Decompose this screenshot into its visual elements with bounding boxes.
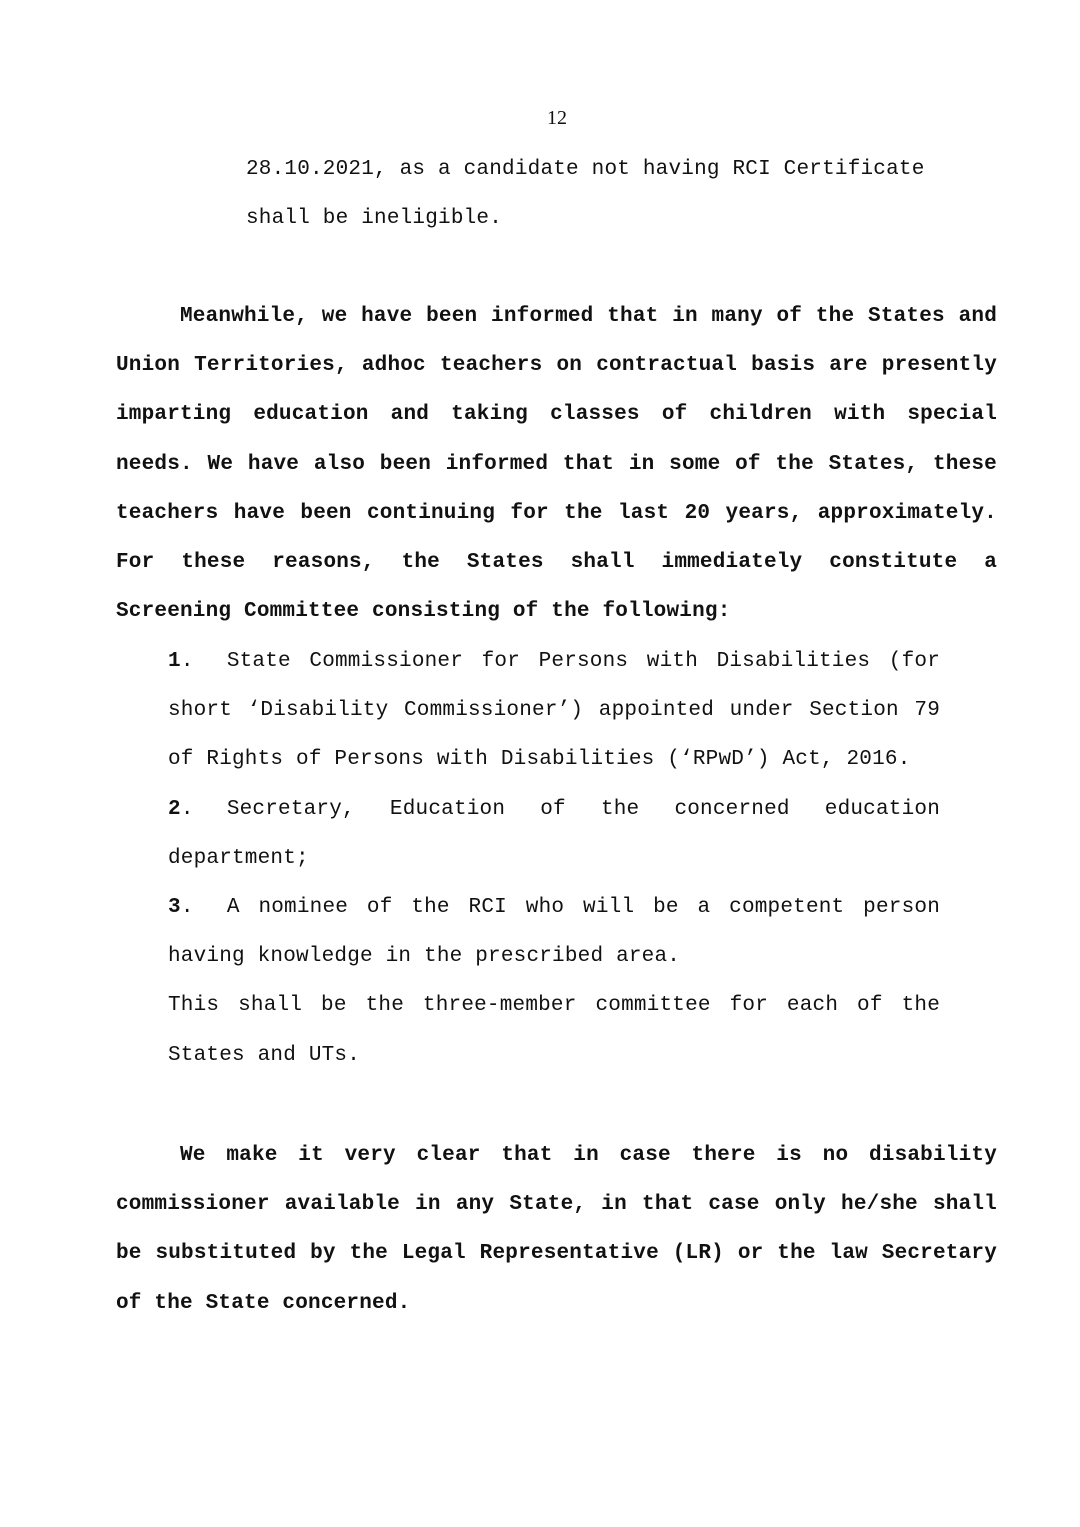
body-paragraph [116, 1131, 997, 1328]
paragraph-text: We make it very clear that in case there is no disability commissioner available in any State, in that case only he/she shall be substituted by the Legal Representative (LR) or the law Secretary of the State concerned. [116, 1144, 997, 1315]
committee-list [168, 637, 940, 1080]
list-item: 3. A nominee of the RCI who will be a competent person having knowledge in the prescribed area. [168, 896, 940, 969]
quoted-text-block [246, 145, 946, 243]
quoted-line: shall be ineligible. [246, 207, 503, 231]
list-item-text: A nominee of the RCI who will be a competent person having knowledge in the prescribed area. [168, 896, 940, 969]
list-item: 2. Secretary, Education of the concerned education department; [168, 797, 940, 870]
list-item-number: 2 [168, 797, 181, 821]
list-item-text: State Commissioner for Persons with Disabilities (for short ‘Disability Commissioner’) appointed under Section 79 of Rights of Persons with Disabilities (‘RPwD’) Act, 2016. [168, 650, 940, 772]
body-paragraph [116, 292, 997, 636]
list-item-number: 1 [168, 650, 181, 673]
quoted-line: 28.10.2021, as a candidate not having RCI Certificate [246, 158, 925, 181]
list-item-number: 3 [168, 896, 181, 920]
page-number: 12 [547, 107, 567, 129]
committee-closing-text: This shall be the three-member committee for each of the States and UTs. [168, 994, 940, 1067]
paragraph-text: Meanwhile, we have been informed that in many of the States and Union Territories, adhoc teachers on contractual basis are presently imparting education and taking classes of children with special needs. We have also been informed that in some of the States, these teachers have been continuing for the last 20 years, approximately. For these reasons, the States shall immediately constitute a Screening Committee consisting of the following: [116, 305, 997, 624]
list-item-text: Secretary, Education of the concerned education department; [168, 797, 940, 870]
list-item: 1. State Commissioner for Persons with Disabilities (for short ‘Disability Commissioner’) appointed under Section 79 of Rights of Persons with Disabilities (‘RPwD’) Act, 2016. [168, 650, 940, 772]
